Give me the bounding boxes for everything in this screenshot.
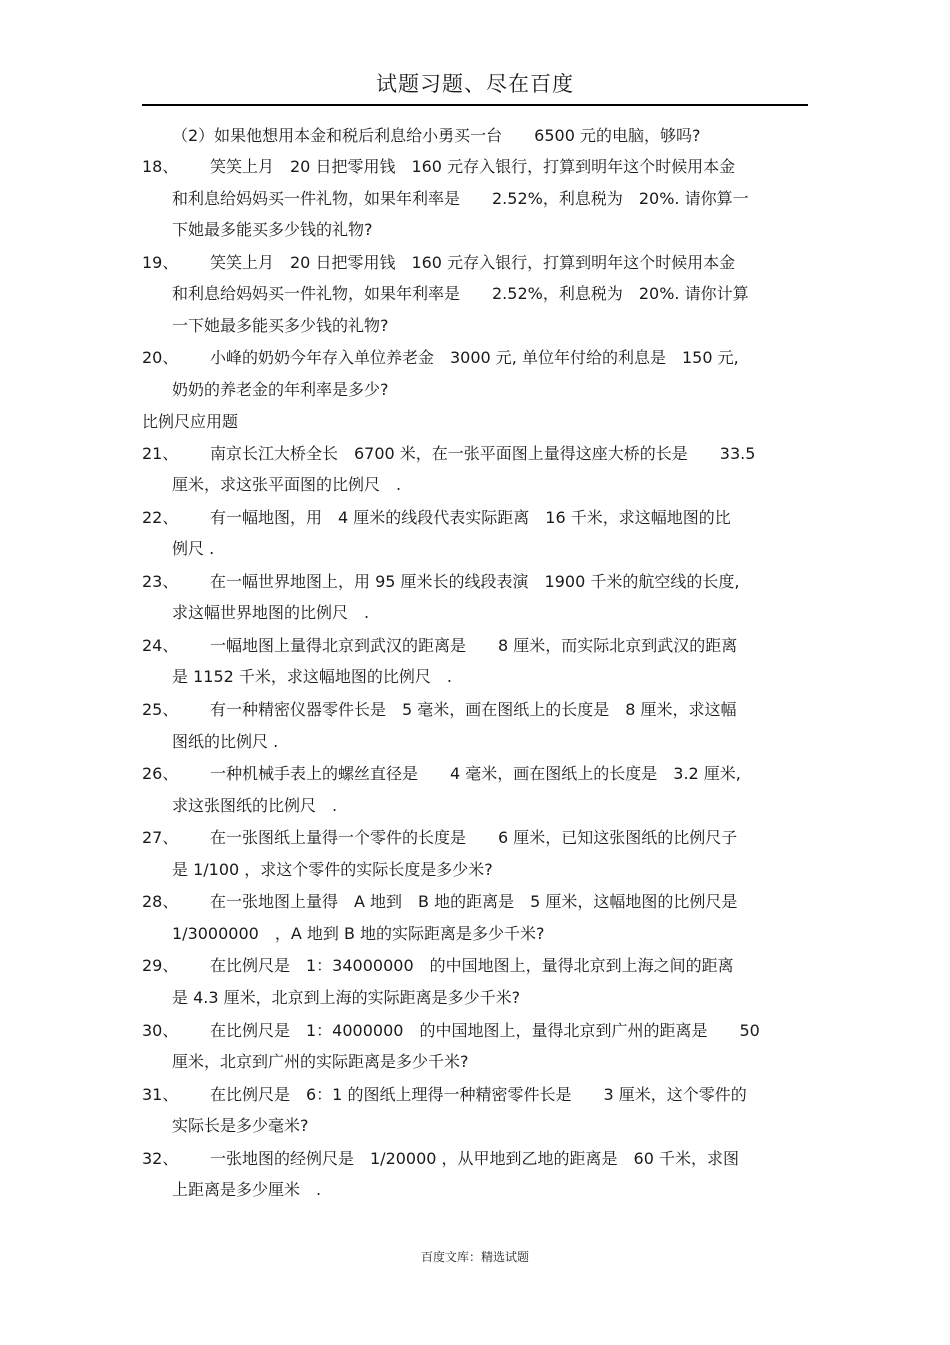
question-item [142, 886, 808, 949]
document-body [142, 120, 808, 1207]
question-first-line [142, 1143, 808, 1174]
section-title: 比例尺应用题 [142, 412, 239, 432]
question-item [142, 1079, 808, 1142]
question-continuation-line: 下她最多能买多少钱的礼物? [172, 220, 373, 240]
question-item [142, 247, 808, 341]
question-text: 小峰的奶奶今年存入单位养老金 3000 元, 单位年付给的利息是 150 元, [210, 348, 739, 368]
question-number: 21、 [142, 443, 179, 463]
question-first-line [142, 247, 808, 278]
question-number: 24、 [142, 636, 179, 656]
question-continuation-line: 图纸的比例尺 . [172, 731, 279, 751]
question-number: 18、 [142, 157, 179, 177]
question-text: 在一张地图上量得 A 地到 B 地的距离是 5 厘米，这幅地图的比例尺是 [210, 892, 738, 912]
question-number: 19、 [142, 252, 179, 272]
question-text: 在比例尺是 1：4000000 的中国地图上，量得北京到广州的距离是 50 [210, 1020, 760, 1040]
question-number: 25、 [142, 700, 179, 720]
question-text: 有一幅地图，用 4 厘米的线段代表实际距离 16 千米，求这幅地图的比 [210, 507, 731, 527]
question-text: 在一张图纸上量得一个零件的长度是 6 厘米，已知这张图纸的比例尺子 [210, 828, 738, 848]
question-number: 22、 [142, 507, 179, 527]
question-first-line [142, 630, 808, 661]
question-text: 有一种精密仪器零件长是 5 毫米，画在图纸上的长度是 8 厘米，求这幅 [210, 700, 737, 720]
continuation-line: （2）如果他想用本金和税后利息给小勇买一台 6500 元的电脑，够吗? [172, 126, 701, 145]
question-continuation-line: 例尺 . [172, 539, 215, 559]
question-first-line [142, 694, 808, 725]
question-text: 笑笑上月 20 日把零用钱 160 元存入银行，打算到明年这个时候用本金 [210, 157, 736, 177]
question-first-line [142, 886, 808, 917]
question-group-interest [142, 151, 808, 405]
question-text: 笑笑上月 20 日把零用钱 160 元存入银行，打算到明年这个时候用本金 [210, 252, 736, 272]
question-continuation-line: 奶奶的养老金的年利率是多少? [172, 379, 389, 399]
question-text: 在比例尺是 1：34000000 的中国地图上，量得北京到上海之间的距离 [210, 956, 734, 976]
question-continuation-line: 是 1152 千米，求这幅地图的比例尺 . [172, 667, 452, 687]
question-continuation-line: 上距离是多少厘米 . [172, 1180, 322, 1200]
question-number: 26、 [142, 764, 179, 784]
question-number: 20、 [142, 348, 179, 368]
question-item [142, 438, 808, 501]
question-first-line [142, 758, 808, 789]
question-item [142, 1143, 808, 1206]
question-item [142, 1015, 808, 1078]
question-text: 在一幅世界地图上，用 95 厘米长的线段表演 1900 千米的航空线的长度, [210, 571, 740, 591]
question-first-line [142, 438, 808, 469]
footer-text: 百度文库：精选试题 [420, 1250, 529, 1264]
question-continuation-line: 求这幅世界地图的比例尺 . [172, 603, 370, 623]
question-number: 30、 [142, 1020, 179, 1040]
question-continuation-line: 实际长是多少毫米? [172, 1115, 309, 1135]
question-continuation-line: 1/3000000 ，A 地到 B 地的实际距离是多少千米? [172, 923, 545, 943]
question-continuation-line: 和利息给妈妈买一件礼物，如果年利率是 2.52%，利息税为 20%. 请你算一 [172, 188, 749, 208]
question-first-line [142, 1015, 808, 1046]
question-number: 23、 [142, 571, 179, 591]
question-continuation-line: 是 1/100 ，求这个零件的实际长度是多少米? [172, 859, 493, 879]
question-item [142, 694, 808, 757]
question-number: 27、 [142, 828, 179, 848]
page-title: 试题习题、尽在百度 [376, 72, 574, 96]
question-continuation-line: 一下她最多能买多少钱的礼物? [172, 315, 389, 335]
question-item [142, 950, 808, 1013]
question-item [142, 151, 808, 245]
question-item [142, 822, 808, 885]
question-item [142, 566, 808, 629]
question-continuation-line: 是 4.3 厘米，北京到上海的实际距离是多少千米? [172, 987, 521, 1007]
question-text: 南京长江大桥全长 6700 米，在一张平面图上量得这座大桥的长是 33.5 [210, 443, 756, 463]
question-continuation-line: 厘米，求这张平面图的比例尺 . [172, 475, 402, 495]
page-footer [0, 1248, 950, 1266]
question-text: 在比例尺是 6：1 的图纸上理得一种精密零件长是 3 厘米，这个零件的 [210, 1084, 747, 1104]
question-first-line [142, 566, 808, 597]
question-continuation-line: 求这张图纸的比例尺 . [172, 795, 338, 815]
question-first-line [142, 950, 808, 981]
question-number: 32、 [142, 1148, 179, 1168]
question-group-scale [142, 438, 808, 1206]
question-first-line [142, 502, 808, 533]
question-first-line [142, 151, 808, 182]
question-item [142, 630, 808, 693]
question-number: 31、 [142, 1084, 179, 1104]
question-item [142, 342, 808, 405]
question-text: 一张地图的经例尺是 1/20000 ，从甲地到乙地的距离是 60 千米，求图 [210, 1148, 740, 1168]
question-item [142, 502, 808, 565]
page-header [142, 68, 808, 106]
question-number: 28、 [142, 892, 179, 912]
question-text: 一幅地图上量得北京到武汉的距离是 8 厘米，而实际北京到武汉的距离 [210, 636, 738, 656]
question-number: 29、 [142, 956, 179, 976]
question-continuation-line: 厘米，北京到广州的实际距离是多少千米? [172, 1051, 469, 1071]
question-first-line [142, 822, 808, 853]
question-first-line [142, 342, 808, 373]
question-continuation-line: 和利息给妈妈买一件礼物，如果年利率是 2.52%，利息税为 20%. 请你计算 [172, 284, 749, 304]
question-first-line [142, 1079, 808, 1110]
question-text: 一种机械手表上的螺丝直径是 4 毫米，画在图纸上的长度是 3.2 厘米, [210, 764, 741, 784]
question-item [142, 758, 808, 821]
